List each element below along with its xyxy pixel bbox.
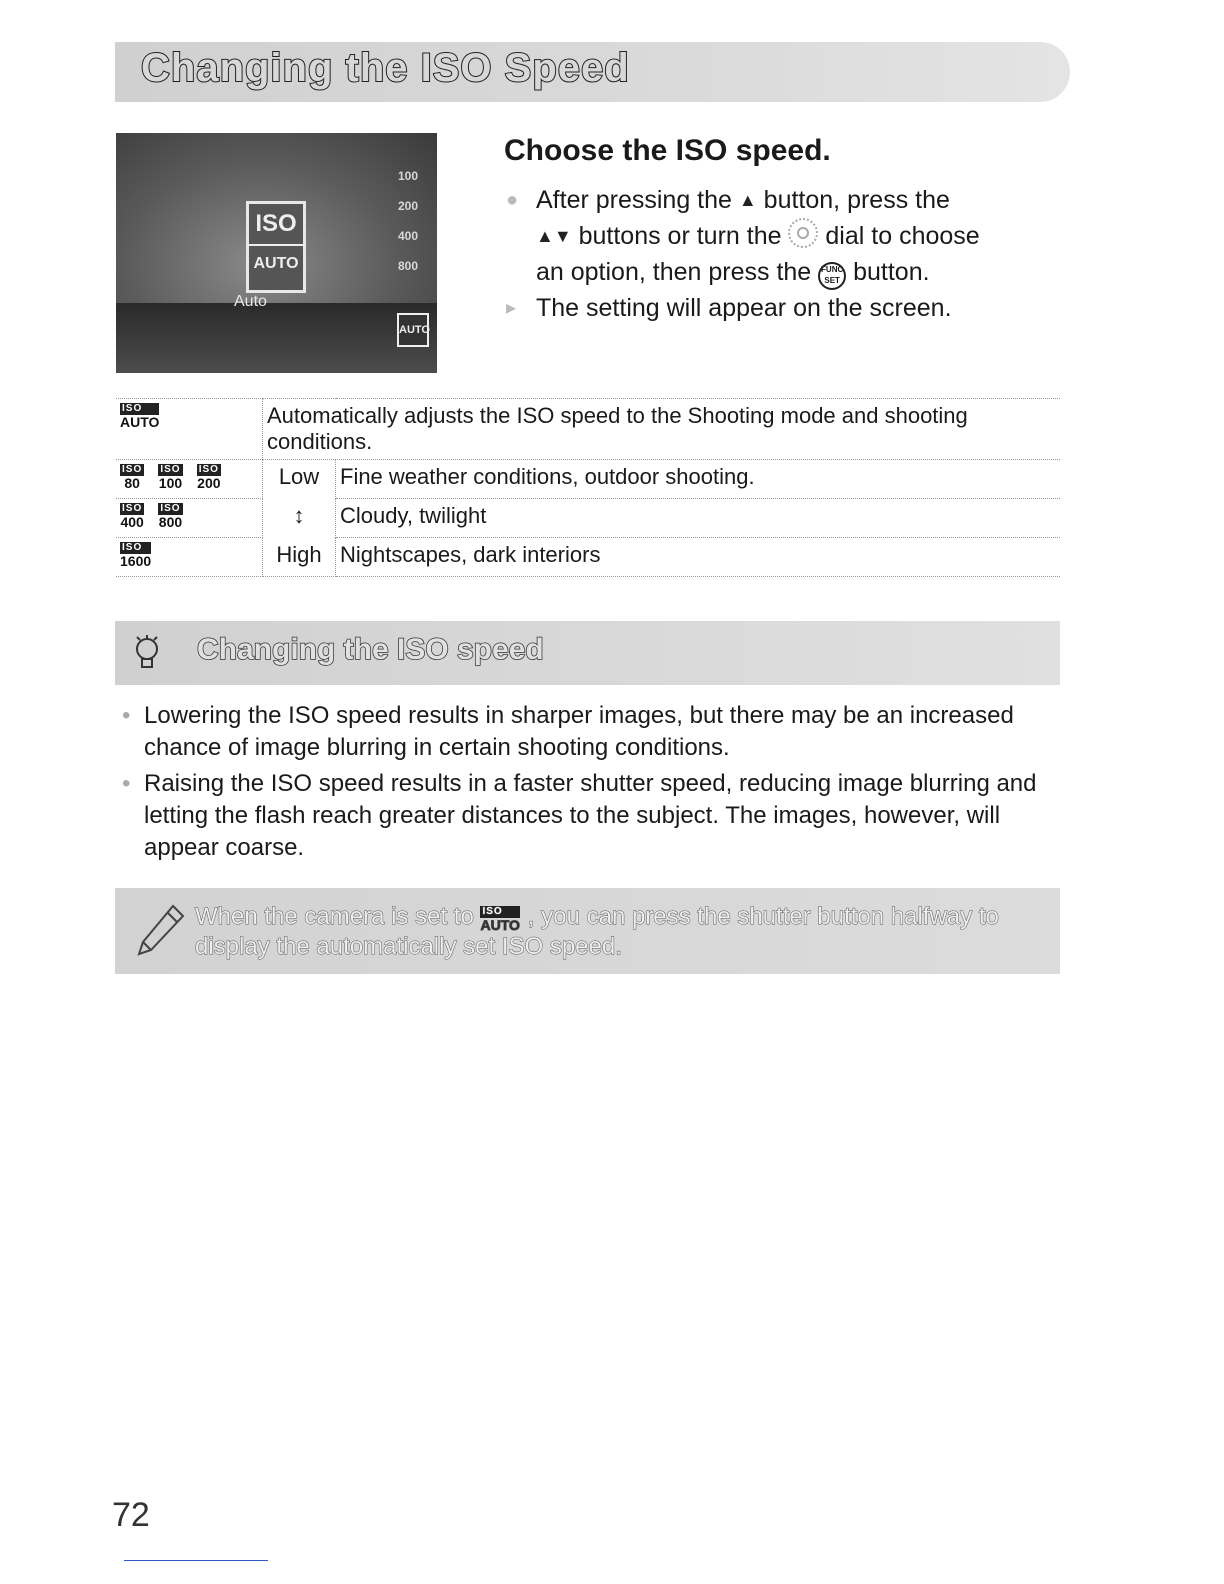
iso-auto-icon: ISO AUTO [116,399,263,460]
up-button-icon: ▲ [738,190,757,210]
step-text: dial to choose [825,222,980,250]
table-row [116,399,1060,460]
iso-800-icon: ISO 800 [158,503,183,530]
tip-item: • Raising the ISO speed results in a faster shutter speed, reducing image blurring and letting the flash reach greater distances to the subject. The images, however, will appear coarse. [118,768,1058,864]
screen-speed: 100 [397,169,419,183]
row-description: Fine weather conditions, outdoor shooting. [336,460,1061,499]
step-heading: Choose the ISO speed. [504,134,831,167]
row-description: Cloudy, twilight [336,499,1061,538]
result-arrow-icon: ▸ [506,297,517,319]
step-instructions [504,182,1064,326]
step-text: button. [853,258,930,286]
step-bullet-icon: ● [506,189,519,211]
page-footer-line [124,1560,268,1561]
lightbulb-icon [133,635,161,671]
level-low: Low [263,460,336,499]
screen-speed-list [393,161,423,281]
table-row [116,538,1060,577]
table-row [116,499,1060,538]
iso-options-table [116,398,1060,577]
control-dial-icon [788,218,818,248]
iso-80-icon: ISO 80 [122,464,143,491]
note-text: When the camera is set to ISO AUTO , you can press the shutter button halfway to display the automatically set ISO speed. [195,903,999,960]
pencil-icon [133,902,187,960]
screen-auto-label: AUTO [249,244,303,282]
tip-list [118,700,1058,868]
screen-speed: 400 [397,229,419,243]
step-text: an option, then press the [536,258,812,286]
screen-ground [116,303,437,373]
screen-iso-label: ISO [255,210,297,237]
camera-screen-image [116,133,437,373]
iso-1600-icon: ISO 1600 [120,542,152,569]
up-down-buttons-icon: ▲▼ [536,226,572,246]
page-number: 72 [112,1496,150,1534]
step-item [504,182,1064,290]
step-result-text: The setting will appear on the screen. [536,294,952,322]
iso-icons-mid [116,499,263,538]
tip-heading: Changing the ISO speed [197,633,544,666]
screen-mode-text: Auto [234,293,267,310]
row-description: Nightscapes, dark interiors [336,538,1061,577]
auto-description: Automatically adjusts the ISO speed to the Shooting mode and shooting conditions. [263,399,1061,460]
tip-banner [115,621,1060,685]
table-row [116,460,1060,499]
page-title: Changing the ISO Speed [141,46,630,90]
func-set-button-icon: FUNC SET [818,262,846,290]
screen-speed: 800 [397,259,419,273]
note-box [115,888,1060,974]
iso-100-icon: ISO 100 [158,464,183,491]
level-arrow-icon: ↕ [263,499,336,538]
iso-auto-large-icon [246,201,306,293]
screen-selected-option: AUTO [397,313,429,347]
title-banner [115,42,1070,102]
step-text: buttons or turn the [578,222,782,250]
iso-auto-icon: ISO AUTO [480,906,520,933]
iso-200-icon: ISO 200 [197,464,221,491]
step-text: After pressing the [536,186,732,214]
level-high: High [263,538,336,577]
screen-speed: 200 [397,199,419,213]
iso-400-icon: ISO 400 [120,503,144,530]
step-text: button, press the [763,186,950,214]
step-result [504,290,1064,326]
iso-icons-low [116,460,263,499]
iso-icons-high [116,538,263,577]
tip-item: • Lowering the ISO speed results in sharper images, but there may be an increased chance of image blurring in certain shooting conditions. [118,700,1058,764]
